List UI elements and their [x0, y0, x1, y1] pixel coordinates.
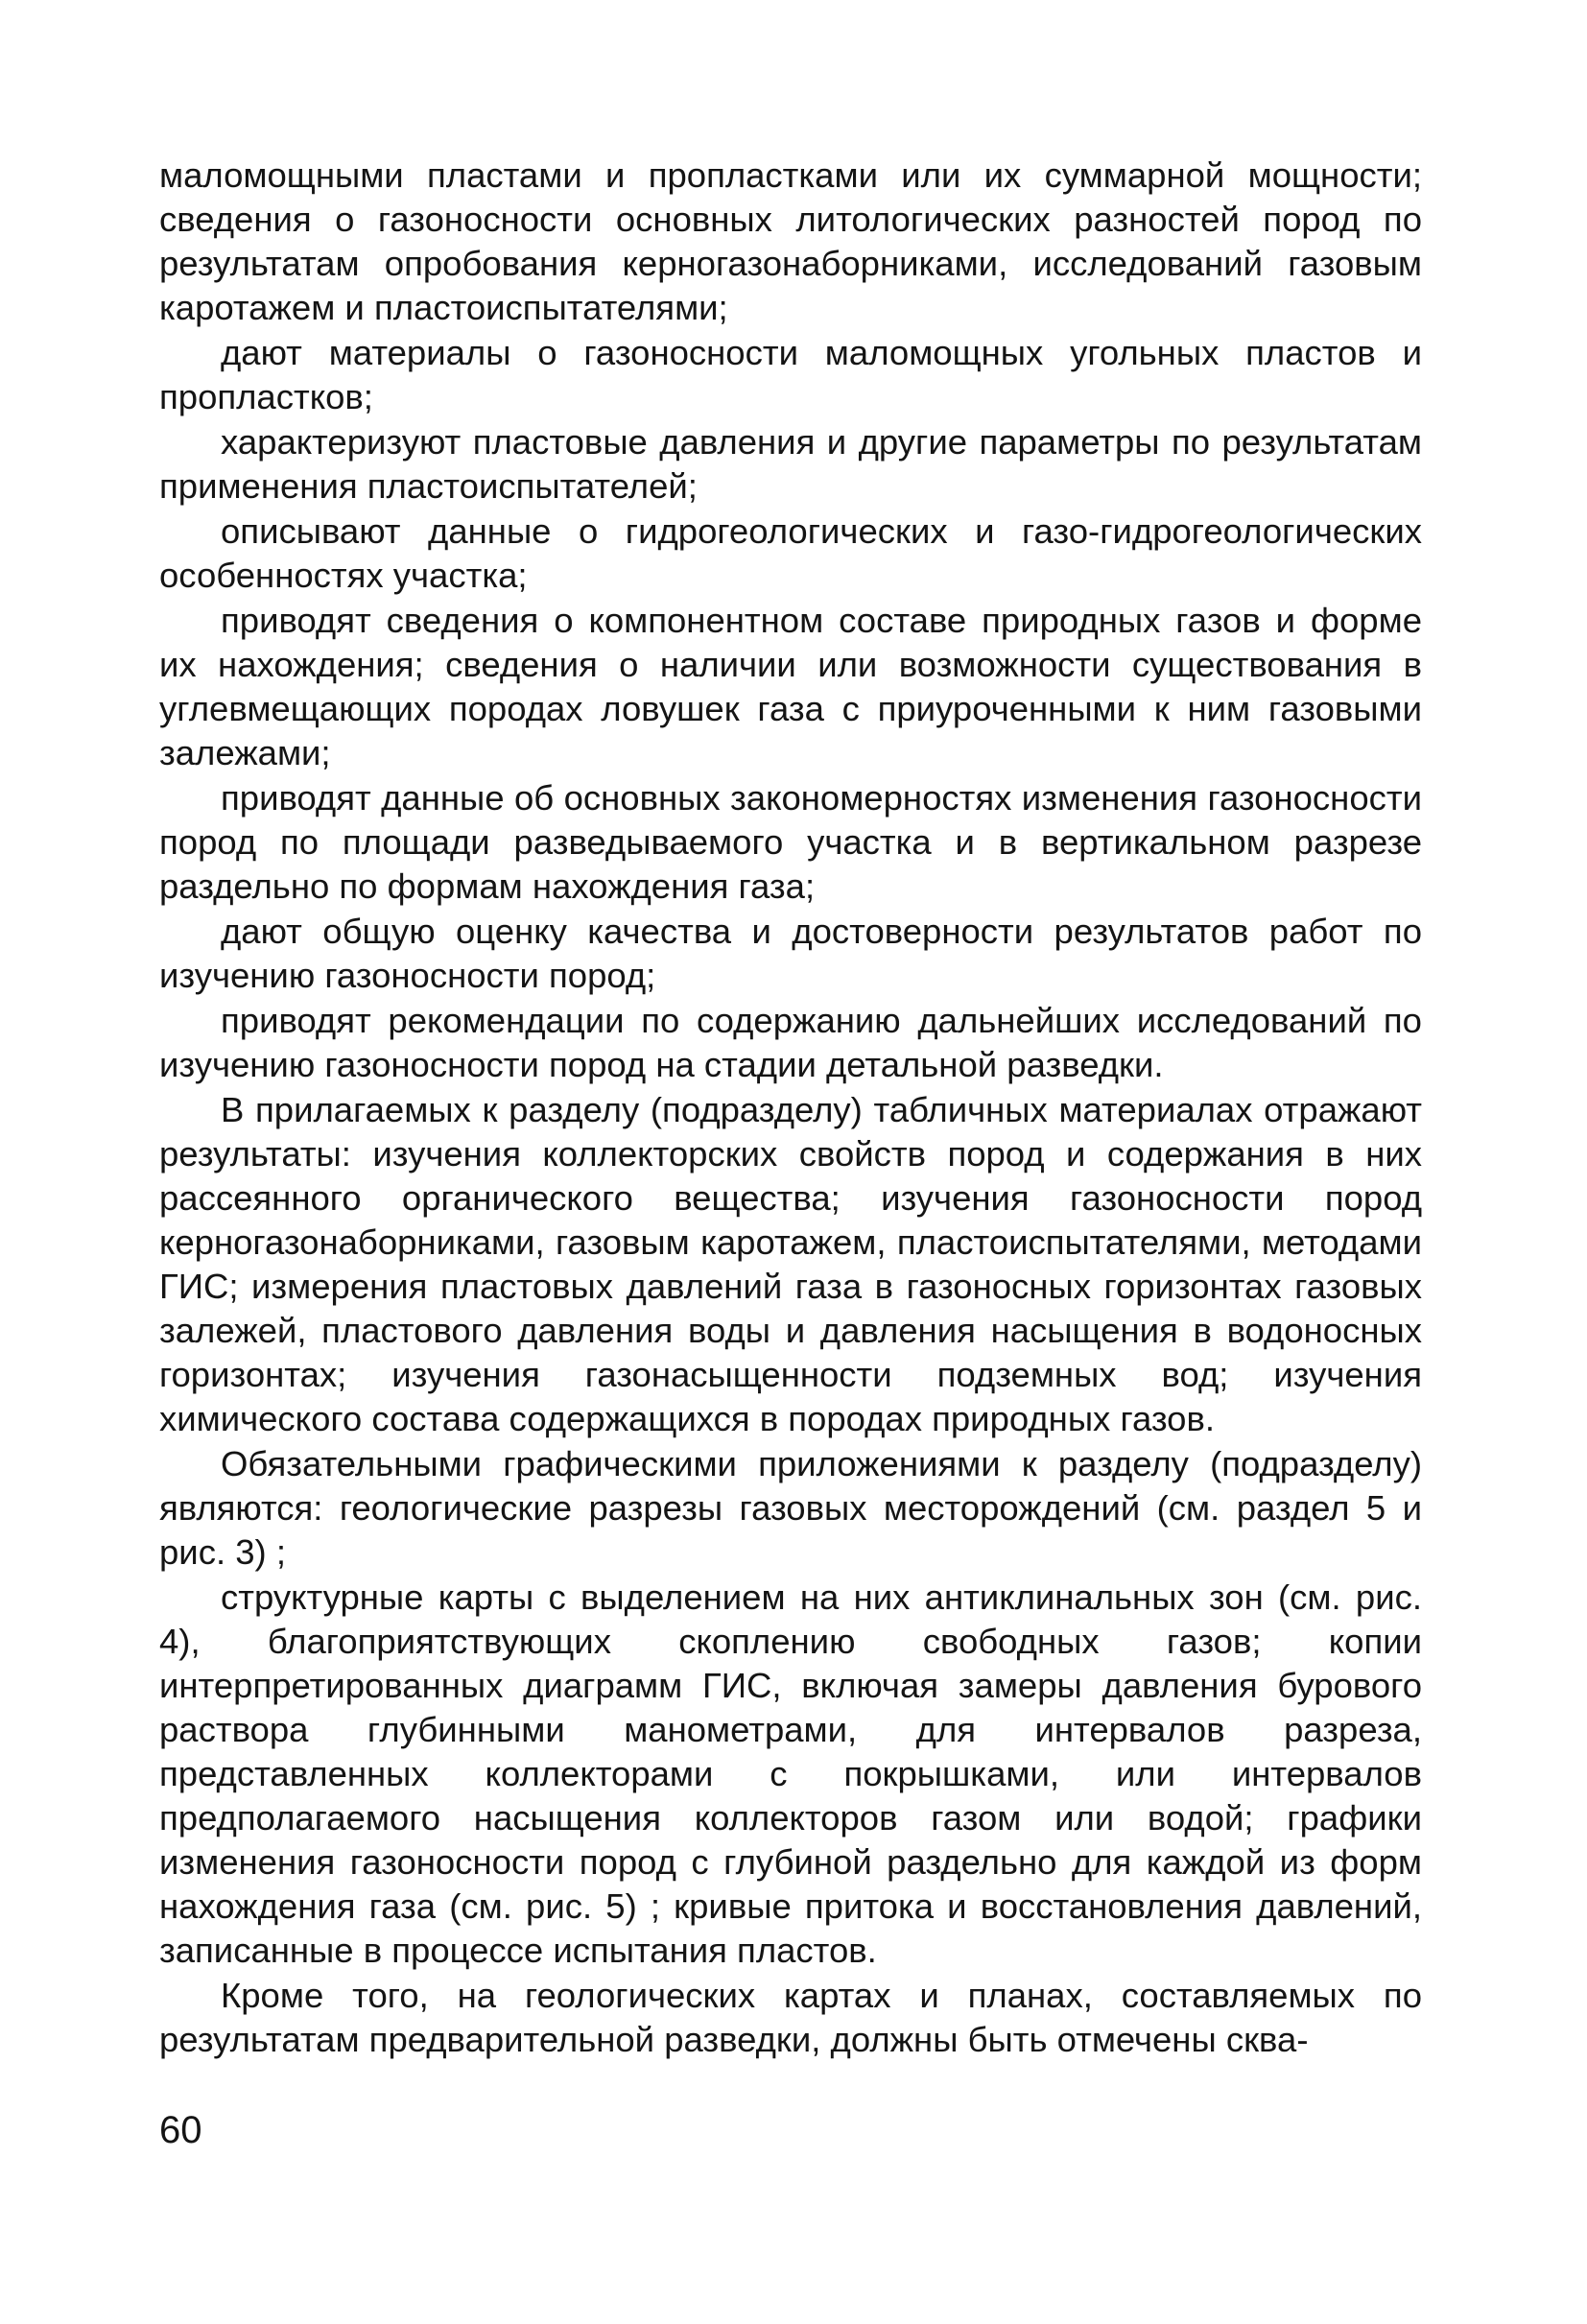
- page-number: 60: [159, 2109, 202, 2151]
- paragraph-hydrogeology: описывают данные о гидрогеологических и газо-гидрогеологических особенностях участка;: [159, 511, 1422, 595]
- paragraph-gas-materials: дают материалы о газоносности маломощных угольных пластов и пропластков;: [159, 333, 1422, 416]
- paragraph-graphic-appendices: Обязательными графическими приложениями к разделу (подразделу) являются: геологические разрезы газовых месторождений (см. раздел 5 и рис. 3) ;: [159, 1444, 1422, 1572]
- paragraph-continuation: маломощными пластами и пропластками или их суммарной мощности; сведения о газоносности основных литологических разностей пород по результатам опробования керногазонаборниками, исследований газовым каротажем и пластоиспытателями;: [159, 155, 1422, 327]
- paragraph-tabular-materials: В прилагаемых к разделу (подразделу) табличных материалах отражают результаты: изучения коллекторских свойств пород и содержания в них рассеянного органического вещества; изучения газоносности пород керногазонаборниками, газовым каротажем, пластоиспытателями, методами ГИС; измерения пластовых давлений газа в газоносных горизонтах газовых залежей, пластового давления воды и давления насыщения в водоносных горизонтах; изучения газонасыщенности подземных вод; изучения химического состава содержащихся в породах природных газов.: [159, 1090, 1422, 1438]
- paragraph-quality-assessment: дают общую оценку качества и достоверности результатов работ по изучению газоносности пород;: [159, 912, 1422, 995]
- paragraph-gas-composition: приводят сведения о компонентном составе природных газов и форме их нахождения; сведения о наличии или возможности существования в углевмещающих породах ловушек газа с приуроченными к ним газовыми залежами;: [159, 601, 1422, 772]
- paragraph-geological-maps: Кроме того, на геологических картах и планах, составляемых по результатам предварительной разведки, должны быть отмечены сква-: [159, 1976, 1422, 2059]
- paragraph-structural-maps: структурные карты с выделением на них антиклинальных зон (см. рис. 4), благоприятствующих скоплению свободных газов; копии интерпретированных диаграмм ГИС, включая замеры давления бурового раствора глубинными манометрами, для интервалов разреза, представленных коллекторами с покрышками, или интервалов предполагаемого насыщения коллекторов газом или водой; графики изменения газоносности пород с глубиной раздельно для каждой из форм нахождения газа (см. рис. 5) ; кривые притока и восстановления давлений, записанные в процессе испытания пластов.: [159, 1577, 1422, 1970]
- paragraph-recommendations: приводят рекомендации по содержанию дальнейших исследований по изучению газоносности пород на стадии детальной разведки.: [159, 1001, 1422, 1084]
- page-body: [159, 154, 1422, 2062]
- paragraph-gas-regularities: приводят данные об основных закономерностях изменения газоносности пород по площади разведываемого участка и в вертикальном разрезе раздельно по формам нахождения газа;: [159, 778, 1422, 906]
- paragraph-reservoir-pressures: характеризуют пластовые давления и другие параметры по результатам применения пластоиспытателей;: [159, 422, 1422, 506]
